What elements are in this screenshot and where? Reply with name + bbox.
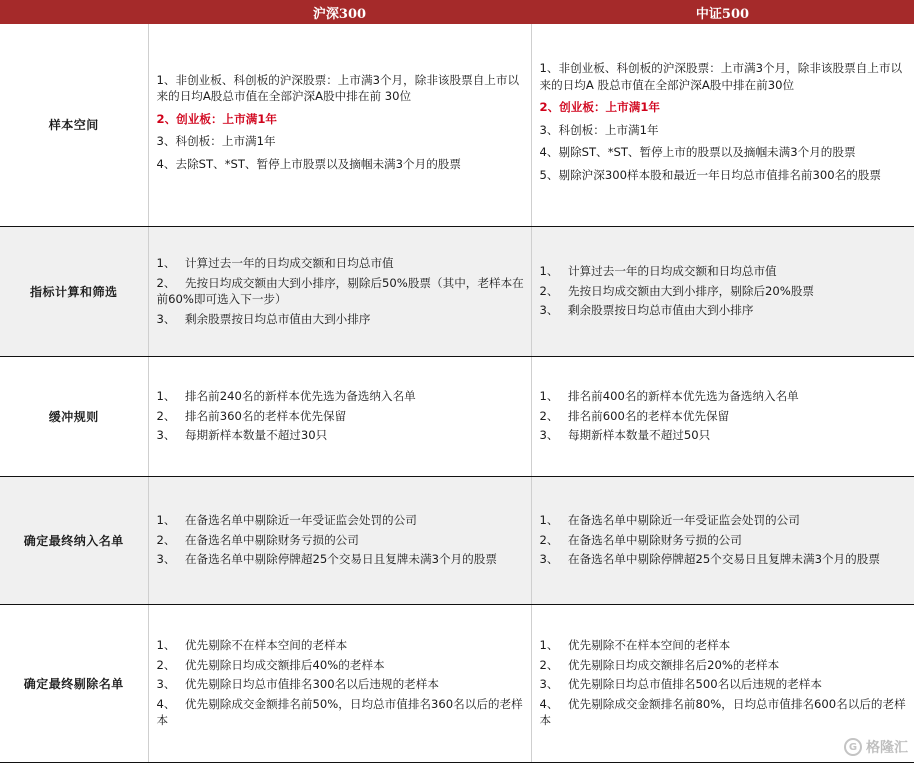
hs300-cell [148, 356, 531, 476]
list-item: 2、 优先剔除日均成交额排名后20%的老样本 [539, 657, 780, 672]
list-item: 3、 在备选名单中剔除停牌超25个交易日且复牌未满3个月的股票 [539, 552, 880, 567]
list-item: 2、 在备选名单中剔除财务亏损的公司 [156, 532, 359, 547]
hs300-cell [148, 226, 531, 356]
watermark [844, 737, 908, 757]
table-row [0, 604, 914, 762]
list-item: 2、 先按日均成交额由大到小排序，剔除后50%股票（其中，老样本在前60%即可选入下一步） [156, 275, 524, 306]
row-label: 缓冲规则 [0, 356, 148, 476]
gelonghui-logo-icon: G [844, 738, 862, 756]
list-item: 4、剔除ST、*ST、暂停上市的股票以及摘帼未满3个月的股票 [539, 145, 856, 160]
list-item: 1、 排名前240名的新样本优先选为备选纳入名单 [156, 389, 416, 404]
list-item: 5、剔除沪深300样本股和最近一年日均总市值排名前300名的股票 [539, 167, 881, 182]
list-item: 3、科创板：上市满1年 [539, 122, 659, 137]
watermark-text: 格隆汇 [866, 740, 908, 756]
list-item: 1、 计算过去一年的日均成交额和日均总市值 [156, 256, 394, 270]
list-item: 2、 排名前360名的老样本优先保留 [156, 408, 347, 423]
list-item: 3、 优先剔除日均总市值排名300名以后违规的老样本 [156, 677, 439, 692]
list-item: 3、 在备选名单中剔除停牌超25个交易日且复牌未满3个月的股票 [156, 552, 497, 567]
table-row [0, 226, 914, 356]
list-item: 1、 在备选名单中剔除近一年受证监会处罚的公司 [156, 513, 417, 528]
header-blank [0, 0, 148, 24]
header-zz500: 中证500 [531, 0, 914, 24]
list-item: 3、 剩余股票按日均总市值由大到小排序 [539, 303, 754, 318]
hs300-cell [148, 476, 531, 604]
table-row [0, 24, 914, 226]
header-hs300: 沪深300 [148, 0, 531, 24]
row-label: 样本空间 [0, 24, 148, 226]
list-item: 4、 优先剔除成交金额排名前50%，日均总市值排名360名以后的老样本 [156, 696, 523, 728]
list-item: 3、 每期新样本数量不超过50只 [539, 428, 711, 443]
list-item: 3、 优先剔除日均总市值排名500名以后违规的老样本 [539, 677, 822, 692]
zz500-cell [531, 476, 914, 604]
header-row [0, 0, 914, 24]
table-row [0, 476, 914, 604]
list-item: 2、创业板：上市满1年 [156, 111, 277, 126]
list-item: 1、非创业板、科创板的沪深股票：上市满3个月，除非该股票自上市以来的日均A股总市值在全部沪深A股中排在前 30位 [156, 72, 520, 103]
list-item: 1、 在备选名单中剔除近一年受证监会处罚的公司 [539, 513, 800, 528]
row-label: 确定最终剔除名单 [0, 604, 148, 762]
list-item: 1、非创业板、科创板的沪深股票：上市满3个月，除非该股票自上市以来的日均A 股总市值在全部沪深A股中排在前30位 [539, 61, 903, 92]
list-item: 1、 优先剔除不在样本空间的老样本 [539, 638, 731, 653]
zz500-cell [531, 24, 914, 226]
list-item: 2、 排名前600名的老样本优先保留 [539, 408, 730, 423]
zz500-cell [531, 356, 914, 476]
list-item: 2、 优先剔除日均成交额排后40%的老样本 [156, 657, 385, 672]
list-item: 3、 剩余股票按日均总市值由大到小排序 [156, 311, 371, 326]
row-label: 确定最终纳入名单 [0, 476, 148, 604]
list-item: 1、 优先剔除不在样本空间的老样本 [156, 638, 348, 653]
list-item: 3、科创板：上市满1年 [156, 134, 276, 148]
list-item: 1、 排名前400名的新样本优先选为备选纳入名单 [539, 389, 799, 404]
list-item: 2、 在备选名单中剔除财务亏损的公司 [539, 532, 742, 547]
table-row [0, 356, 914, 476]
list-item: 1、 计算过去一年的日均成交额和日均总市值 [539, 264, 777, 279]
list-item: 2、创业板：上市满1年 [539, 100, 660, 115]
row-label: 指标计算和筛选 [0, 226, 148, 356]
list-item: 4、 优先剔除成交金额排名前80%，日均总市值排名600名以后的老样本 [539, 696, 906, 728]
list-item: 2、 先按日均成交额由大到小排序，剔除后20%股票 [539, 283, 815, 298]
list-item: 3、 每期新样本数量不超过30只 [156, 428, 328, 443]
hs300-cell [148, 604, 531, 762]
hs300-cell [148, 24, 531, 226]
zz500-cell [531, 226, 914, 356]
list-item: 4、去除ST、*ST、暂停上市股票以及摘帼未满3个月的股票 [156, 156, 461, 171]
